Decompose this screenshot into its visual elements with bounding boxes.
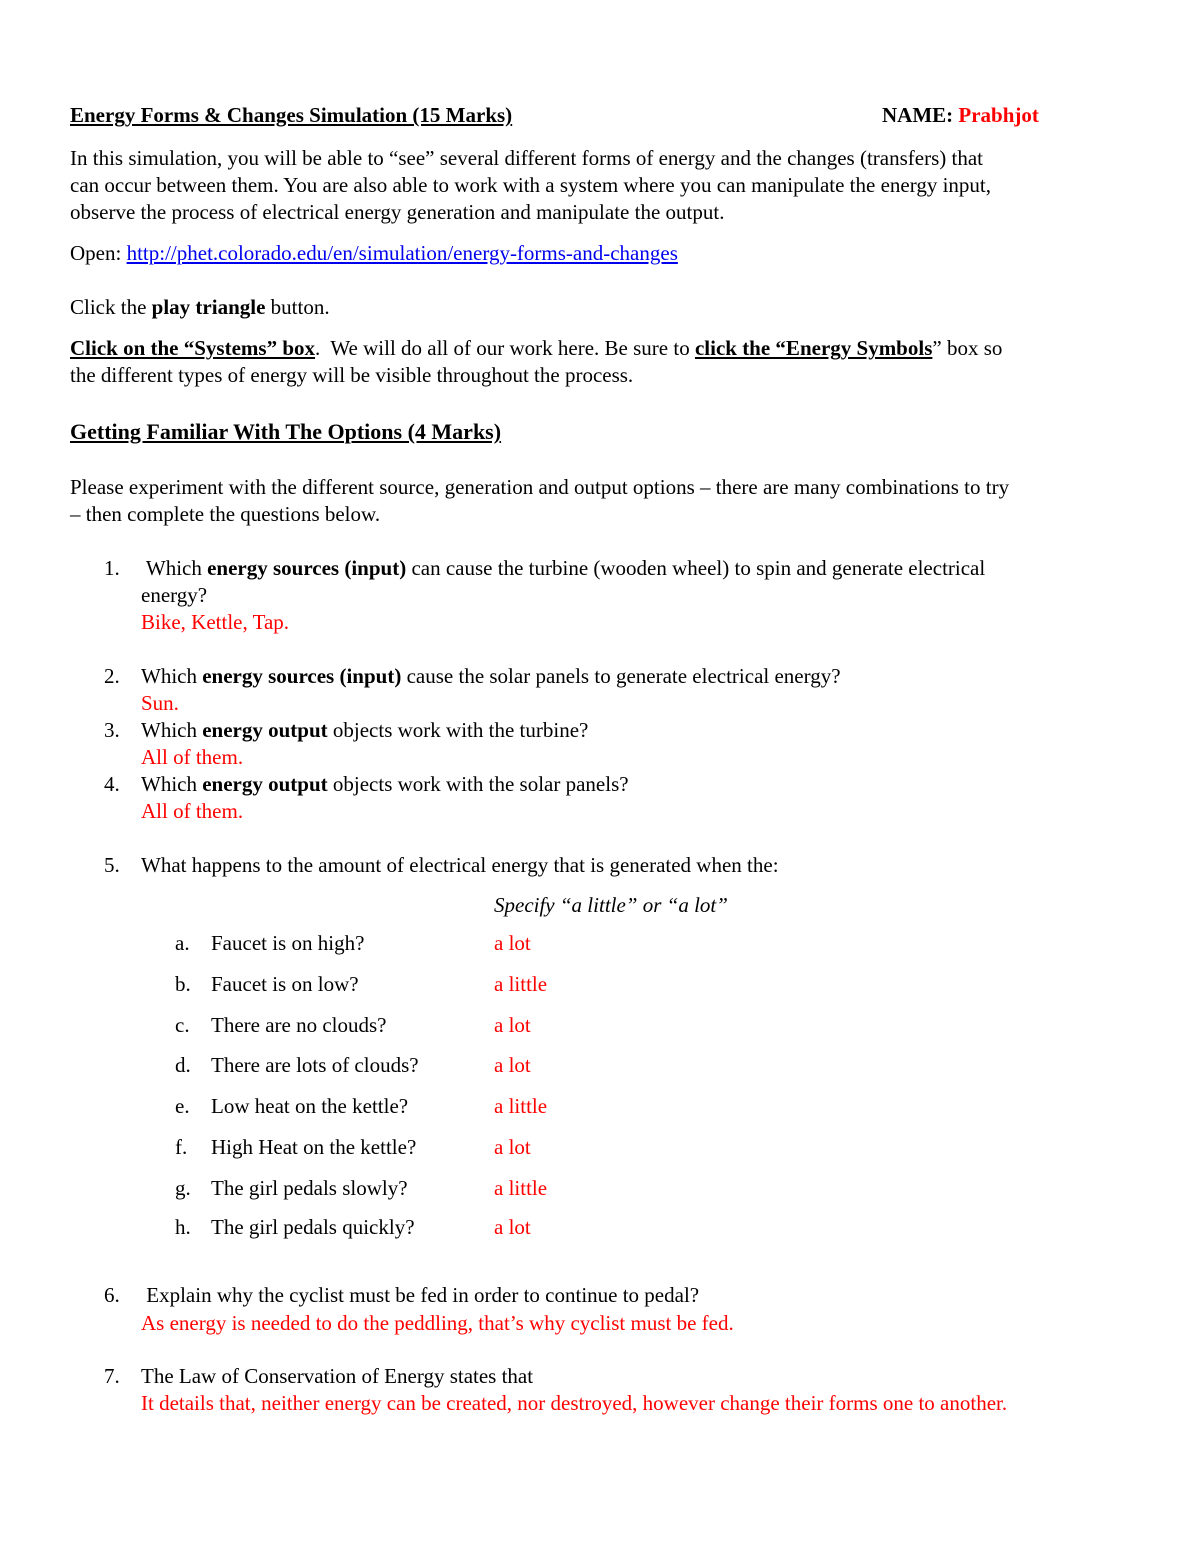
q2-bold: energy sources (input) (202, 664, 402, 688)
question-1-answer: Bike, Kettle, Tap. (141, 610, 290, 634)
q1-bold: energy sources (input) (207, 556, 407, 580)
question-7-text: The Law of Conservation of Energy states that (141, 1364, 534, 1388)
play-post: button. (265, 295, 330, 319)
systems-instruction-line-2: the different types of energy will be visible throughout the process. (70, 363, 634, 387)
subitem-letter: a. (175, 931, 190, 955)
subitem-text: The girl pedals quickly? (211, 1215, 415, 1239)
question-2-answer: Sun. (141, 691, 179, 715)
intro-line-1: In this simulation, you will be able to “see” several different forms of energy and the changes (transfers) that (70, 146, 984, 170)
subitem-answer: a little (494, 1176, 548, 1200)
question-2-number: 2. (104, 664, 120, 688)
subitem-text: Faucet is on high? (211, 931, 365, 955)
q4-post: objects work with the solar panels? (327, 772, 629, 796)
subitem-text: There are no clouds? (211, 1013, 387, 1037)
subitem-text: Low heat on the kettle? (211, 1094, 409, 1118)
subitem-answer: a lot (494, 931, 531, 955)
q1-post: can cause the turbine (wooden wheel) to spin and generate electrical (406, 556, 986, 580)
subitem-letter: f. (175, 1135, 188, 1159)
play-pre: Click the (70, 295, 152, 319)
subitem-answer: a lot (494, 1053, 531, 1077)
systems-bold-2: click the “Energy Symbols (694, 336, 933, 360)
systems-bold-1: Click on the “Systems” box (70, 336, 316, 360)
question-5-number: 5. (104, 853, 120, 877)
subitem-letter: e. (175, 1094, 190, 1118)
subitem-text: The girl pedals slowly? (211, 1176, 408, 1200)
question-4-number: 4. (104, 772, 120, 796)
q4-pre: Which (141, 772, 203, 796)
systems-mid: . We will do all of our work here. Be sure to (315, 336, 695, 360)
subitem-text: Faucet is on low? (211, 972, 359, 996)
q4-bold: energy output (202, 772, 328, 796)
name-value: Prabhjot (958, 103, 1039, 127)
subitem-letter: b. (175, 972, 191, 996)
name-label: NAME: (882, 103, 954, 127)
play-bold: play triangle (151, 295, 266, 319)
question-6-text: Explain why the cyclist must be fed in order to continue to pedal? (141, 1283, 700, 1307)
question-7-number: 7. (104, 1364, 120, 1388)
subitem-answer: a lot (494, 1135, 531, 1159)
q3-pre: Which (141, 718, 203, 742)
question-1-text (141, 555, 985, 582)
subitem-answer: a lot (494, 1215, 531, 1239)
document-title: Energy Forms & Changes Simulation (15 Marks) (70, 103, 513, 127)
question-2-text (141, 663, 841, 690)
question-3-answer: All of them. (141, 745, 244, 769)
subitem-letter: h. (175, 1215, 191, 1239)
simulation-link[interactable]: http://phet.colorado.edu/en/simulation/energy-forms-and-changes (126, 241, 678, 265)
subitem-answer: a little (494, 1094, 548, 1118)
q3-post: objects work with the turbine? (327, 718, 589, 742)
section-instruction-line-1: Please experiment with the different source, generation and output options – there are many combinations to try (70, 475, 1010, 499)
q2-post: cause the solar panels to generate electrical energy? (401, 664, 841, 688)
q3-bold: energy output (202, 718, 328, 742)
systems-post: ” box so (932, 336, 1003, 360)
question-5-specify: Specify “a little” or “a lot” (494, 893, 728, 917)
subitem-letter: g. (175, 1176, 191, 1200)
subitem-letter: c. (175, 1013, 190, 1037)
q2-pre: Which (141, 664, 203, 688)
subitem-letter: d. (175, 1053, 191, 1077)
question-3-number: 3. (104, 718, 120, 742)
question-3-text (141, 717, 588, 744)
question-1-number: 1. (104, 556, 120, 580)
subitem-text: High Heat on the kettle? (211, 1135, 417, 1159)
open-label: Open: (70, 241, 122, 265)
play-instruction (70, 294, 330, 321)
intro-line-3: observe the process of electrical energy generation and manipulate the output. (70, 200, 725, 224)
question-4-text (141, 771, 629, 798)
intro-line-2: can occur between them. You are also able to work with a system where you can manipulate the energy input, (70, 173, 992, 197)
question-6-number: 6. (104, 1283, 120, 1307)
name-field (882, 102, 1039, 129)
systems-instruction-line-1 (70, 335, 1002, 362)
subitem-text: There are lots of clouds? (211, 1053, 419, 1077)
open-line (70, 240, 678, 267)
subitem-answer: a little (494, 972, 548, 996)
subitem-answer: a lot (494, 1013, 531, 1037)
question-7-answer: It details that, neither energy can be created, nor destroyed, however change their forms one to another. (141, 1391, 1008, 1415)
question-1-continuation: energy? (141, 583, 208, 607)
section-title: Getting Familiar With The Options (4 Marks) (70, 419, 502, 444)
question-6-answer: As energy is needed to do the peddling, that’s why cyclist must be fed. (141, 1311, 734, 1335)
question-4-answer: All of them. (141, 799, 244, 823)
question-5-text: What happens to the amount of electrical energy that is generated when the: (141, 853, 779, 877)
section-instruction-line-2: – then complete the questions below. (70, 502, 381, 526)
q1-pre: Which (141, 556, 208, 580)
